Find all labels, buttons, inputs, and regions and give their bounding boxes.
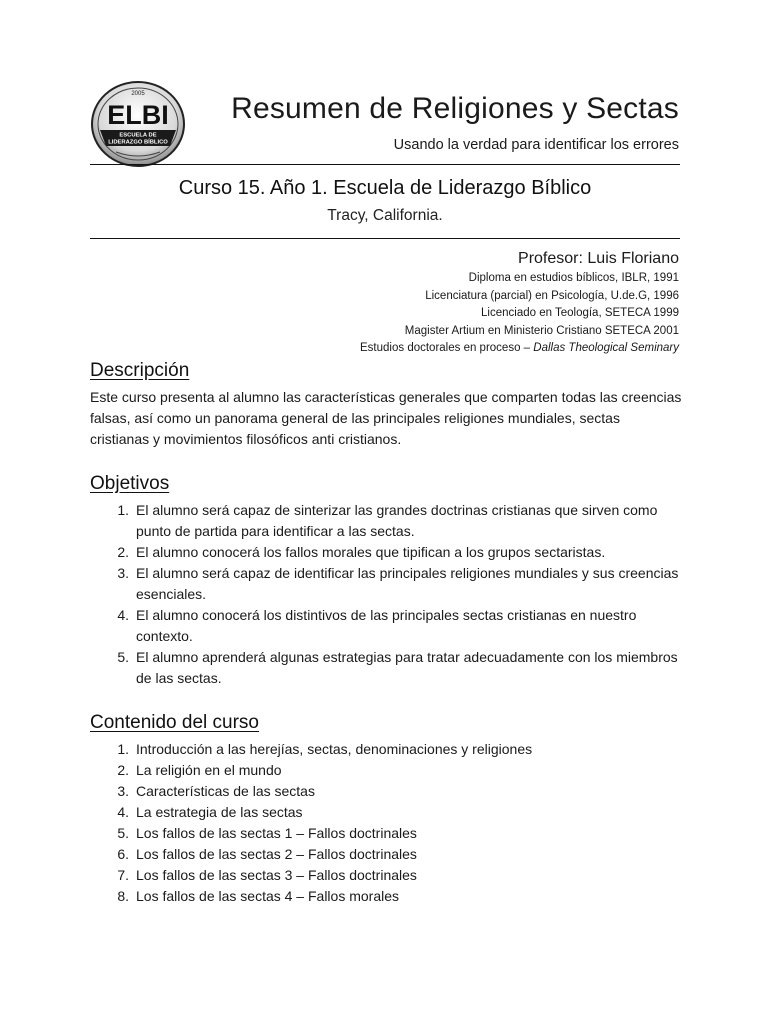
logo-year: 2005: [131, 91, 145, 97]
item-text: El alumno será capaz de identificar las principales religiones mundiales y sus creencias esenciales.: [136, 565, 679, 602]
item-text: Los fallos de las sectas 2 – Fallos doctrinales: [136, 846, 417, 862]
item-number: 5.: [117, 825, 129, 841]
item-text: El alumno conocerá los distintivos de las principales sectas cristianas en nuestro contexto.: [136, 607, 637, 644]
item-text: Los fallos de las sectas 4 – Fallos morales: [136, 888, 400, 904]
list-item: [90, 886, 682, 907]
logo-name: ELBI: [107, 100, 169, 130]
professor-block: [360, 248, 679, 358]
item-number: 3.: [117, 565, 129, 581]
item-text: El alumno aprenderá algunas estrategias para tratar adecuadamente con los miembros de las sectas.: [136, 649, 678, 686]
item-text: La religión en el mundo: [136, 762, 282, 778]
item-number: 3.: [117, 783, 129, 799]
course-title: Curso 15. Año 1. Escuela de Liderazgo Bíblico: [178, 177, 592, 199]
item-number: 1.: [117, 741, 129, 757]
item-number: 8.: [117, 888, 129, 904]
list-item: [90, 739, 682, 760]
item-number: 2.: [117, 544, 129, 560]
elbi-logo: [90, 80, 186, 168]
credential-line: Licenciado en Teología, SETECA 1999: [481, 307, 679, 320]
list-item: [90, 605, 682, 647]
list-item: [90, 865, 682, 886]
item-text: Los fallos de las sectas 1 – Fallos doctrinales: [136, 825, 417, 841]
credential-line: Diploma en estudios bíblicos, IBLR, 1991: [468, 272, 679, 284]
doctoral-prefix: Estudios doctorales en proceso –: [360, 342, 534, 355]
header-divider: [90, 164, 680, 165]
credential-doctoral: [360, 340, 679, 358]
list-item: [90, 647, 682, 689]
item-number: 2.: [117, 762, 129, 778]
item-number: 7.: [117, 867, 129, 883]
item-number: 4.: [117, 607, 129, 623]
list-item: [90, 542, 682, 563]
contents-heading: Contenido del curso: [90, 712, 259, 733]
list-item: [90, 760, 682, 781]
logo-subtitle-line1: ESCUELA DE: [119, 132, 157, 139]
list-item: [90, 500, 682, 542]
item-number: 4.: [117, 804, 129, 820]
item-number: 1.: [117, 502, 129, 518]
contents-list: [90, 739, 682, 907]
item-text: El alumno conocerá los fallos morales que tipifican a los grupos sectaristas.: [136, 544, 606, 560]
list-item: [90, 563, 682, 605]
item-text: El alumno será capaz de sinterizar las grandes doctrinas cristianas que sirven como punto de partida para identificar a las sectas.: [136, 502, 658, 539]
item-text: Introducción a las herejías, sectas, denominaciones y religiones: [136, 741, 533, 757]
course-location: Tracy, California.: [327, 207, 443, 224]
document-title: Resumen de Religiones y Sectas: [231, 92, 679, 125]
item-text: Los fallos de las sectas 3 – Fallos doctrinales: [136, 867, 417, 883]
document-subtitle: Usando la verdad para identificar los errores: [393, 137, 679, 153]
credential-line: Licenciatura (parcial) en Psicología, U.de.G, 1996: [425, 289, 679, 302]
list-item: [90, 823, 682, 844]
credential-line: Magister Artium en Ministerio Cristiano SETECA 2001: [404, 324, 679, 337]
item-text: Características de las sectas: [136, 783, 315, 799]
logo-subtitle-line2: LIDERAZGO BÍBLICO: [108, 139, 168, 146]
list-item: [90, 781, 682, 802]
description-heading: Descripción: [90, 360, 190, 381]
professor-name: Profesor: Luis Floriano: [518, 250, 679, 267]
course-divider: [90, 238, 680, 239]
item-number: 6.: [117, 846, 129, 862]
item-number: 5.: [117, 649, 129, 665]
doctoral-institution: Dallas Theological Seminary: [533, 342, 679, 355]
objectives-list: [90, 500, 682, 689]
objectives-heading: Objetivos: [90, 473, 170, 494]
description-text: Este curso presenta al alumno las características generales que comparten todas las creencias falsas, así como un panorama general de las principales religiones mundiales, sectas cristianas y movimientos filosóficos anti cristianos.: [90, 389, 682, 447]
list-item: [90, 844, 682, 865]
item-text: La estrategia de las sectas: [136, 804, 303, 820]
list-item: [90, 802, 682, 823]
